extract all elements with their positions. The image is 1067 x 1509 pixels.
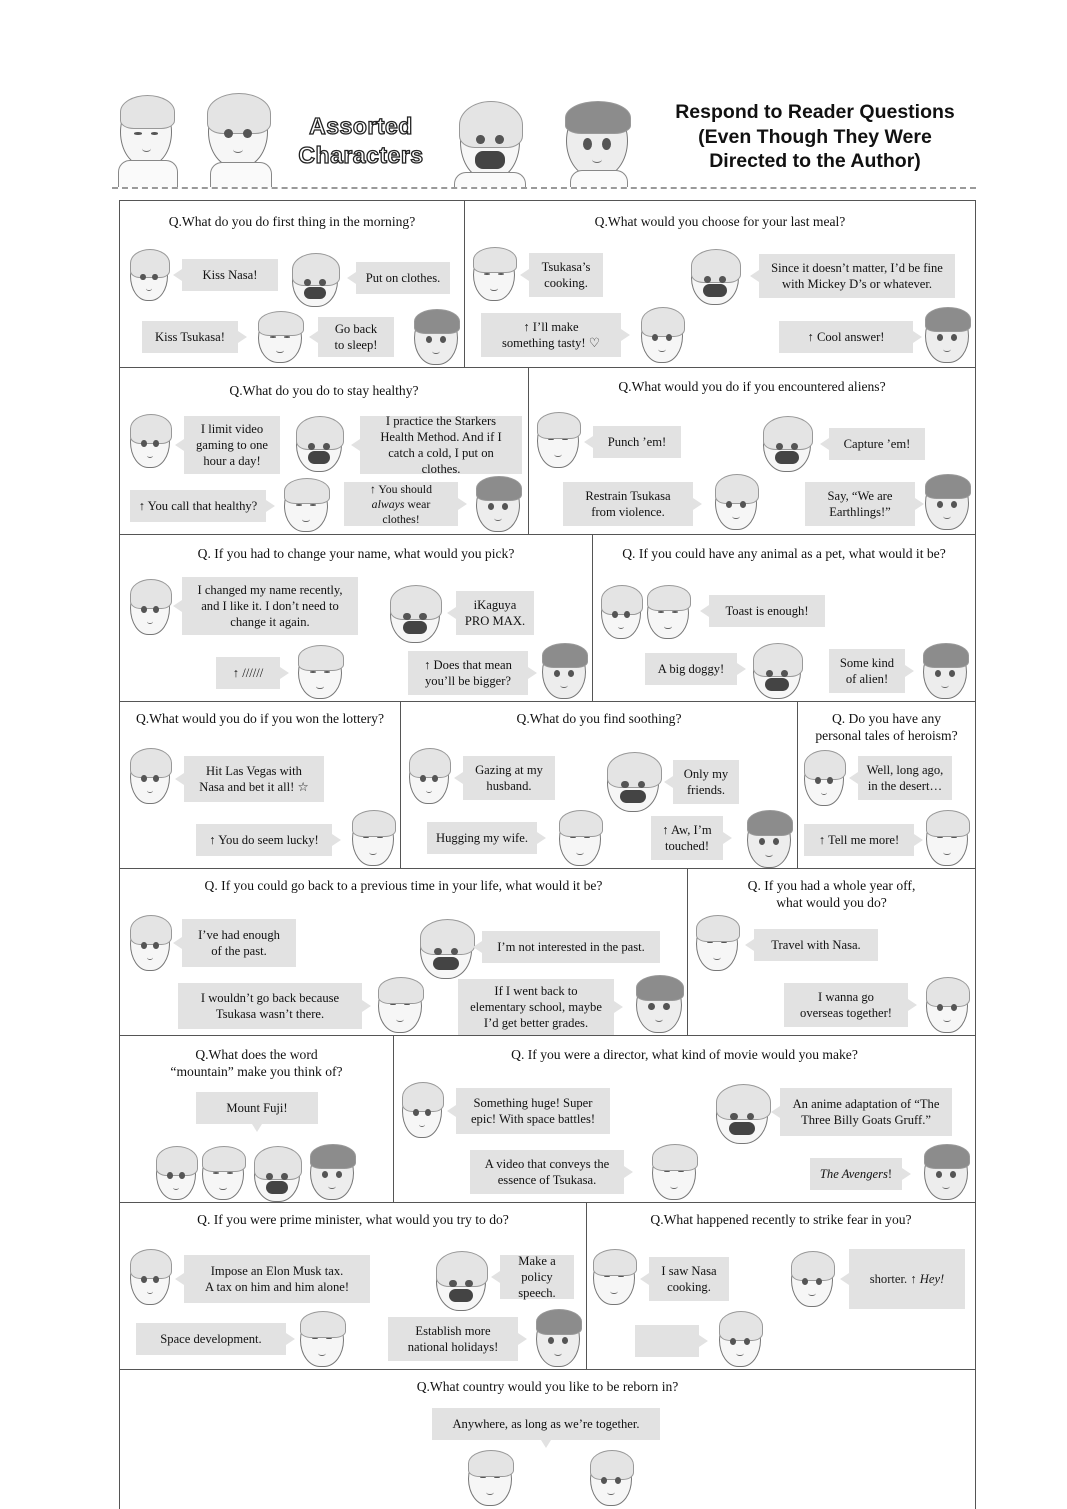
- speech-bubble: Go back to sleep!: [318, 317, 394, 357]
- speech-bubble: ↑ Cool answer!: [779, 321, 913, 353]
- qa-panel-year-off: [687, 868, 976, 1036]
- speech-bubble: Hugging my wife.: [427, 822, 537, 854]
- nasa-icon: [926, 979, 968, 1033]
- speech-bubble: Capture ’em!: [829, 428, 925, 460]
- tsukasa-icon: [284, 480, 328, 532]
- speech-bubble: Tsukasa’s cooking.: [529, 253, 603, 297]
- qa-panel-last-meal: [464, 200, 976, 368]
- nasa-icon: [156, 1148, 196, 1200]
- kaguya-icon: [420, 921, 472, 979]
- kaguya-icon: [716, 1086, 768, 1144]
- speech-bubble: [635, 1325, 699, 1357]
- nasa-icon: [791, 1253, 833, 1307]
- fear-answer-overlay: [849, 1249, 965, 1309]
- logo-line: Characters: [298, 142, 424, 168]
- speech-bubble: [344, 482, 458, 526]
- character-portrait-tsukasa: [120, 98, 172, 166]
- tsukasa-icon: [468, 1452, 512, 1506]
- speech-bubble: I limit video gaming to one hour a day!: [184, 416, 280, 474]
- question: Q.What would you choose for your last meal?: [594, 214, 846, 229]
- question: Q.What country would you like to be reborn in?: [416, 1379, 679, 1394]
- aya-icon: [414, 311, 458, 365]
- speech-bubble: Kiss Nasa!: [182, 259, 278, 291]
- qa-panel-mountain: [119, 1035, 394, 1203]
- aya-icon: [536, 1311, 580, 1367]
- speech-bubble: Say, “We are Earthlings!”: [805, 482, 915, 526]
- tsukasa-icon: [559, 812, 601, 866]
- question: Q. If you could go back to a previous time in your life, what would it be?: [204, 878, 603, 893]
- aya-icon: [747, 812, 791, 868]
- nasa-icon: [130, 416, 170, 468]
- speech-bubble: I saw Nasa cooking.: [649, 1257, 729, 1301]
- question: Q.What would you do if you won the lottery?: [135, 711, 385, 726]
- nasa-icon: [130, 750, 170, 804]
- speech-bubble: Mount Fuji!: [196, 1092, 318, 1124]
- tsukasa-icon: [352, 812, 394, 866]
- bubble-text: [870, 1271, 945, 1287]
- emphasis-text: ↑ Hey!: [910, 1272, 945, 1286]
- speech-bubble: If I went back to elementary school, maybe I’d get better grades.: [458, 979, 614, 1035]
- nasa-icon: [641, 309, 683, 363]
- qa-panel-healthy: [119, 367, 529, 535]
- question: Q. If you were prime minister, what would you try to do?: [197, 1212, 509, 1227]
- aya-icon: [310, 1146, 354, 1200]
- speech-bubble: Restrain Tsukasa from violence.: [563, 482, 693, 526]
- qa-panel-pet: [592, 534, 976, 702]
- question: Q.What happened recently to strike fear in you?: [650, 1212, 912, 1227]
- aya-icon: [925, 476, 969, 530]
- qa-panel-reborn: [119, 1369, 976, 1509]
- nasa-icon: [715, 476, 757, 530]
- question: Q.What do you do first thing in the morning?: [168, 214, 416, 229]
- aya-icon: [923, 645, 967, 699]
- speech-bubble: Since it doesn’t matter, I’d be fine with Mickey D’s or whatever.: [759, 254, 955, 298]
- speech-bubble: Make a policy speech.: [500, 1255, 574, 1299]
- kaguya-icon: [436, 1253, 486, 1311]
- question: Q.What does the word “mountain” make you think of?: [170, 1047, 343, 1079]
- tsukasa-icon: [298, 647, 342, 699]
- tsukasa-icon: [378, 979, 422, 1033]
- nasa-icon: [804, 752, 844, 806]
- nasa-icon: [130, 917, 170, 971]
- speech-bubble: Anywhere, as long as we’re together.: [432, 1408, 660, 1440]
- question: Q. If you had a whole year off, what would you do?: [747, 878, 916, 910]
- kaguya-icon: [254, 1148, 300, 1202]
- speech-bubble: An anime adaptation of “The Three Billy Goats Gruff.”: [780, 1088, 952, 1136]
- tsukasa-icon: [473, 249, 515, 301]
- qa-panel-soothing: [400, 701, 798, 869]
- speech-bubble: Hit Las Vegas with Nasa and bet it all! ☆: [184, 756, 324, 802]
- tsukasa-icon: [300, 1313, 344, 1367]
- kaguya-icon: [390, 587, 440, 643]
- character-portrait-kaguya: [460, 104, 520, 180]
- header-divider: [112, 187, 976, 189]
- aya-icon: [925, 309, 969, 363]
- tsukasa-icon: [647, 587, 689, 639]
- character-body: [118, 160, 178, 187]
- tsukasa-icon: [593, 1251, 635, 1305]
- bubble-line: [352, 497, 450, 527]
- nasa-icon: [590, 1452, 632, 1506]
- question: Q. If you were a director, what kind of movie would you make?: [511, 1047, 858, 1062]
- title-line: (Even Though They Were: [698, 125, 932, 148]
- speech-bubble: Impose an Elon Musk tax. A tax on him and him alone!: [184, 1255, 370, 1303]
- bubble-text: wear clothes!: [382, 496, 431, 526]
- nasa-icon: [719, 1313, 761, 1367]
- speech-bubble: I changed my name recently, and I like it. I don’t need to change it again.: [182, 577, 358, 635]
- answer-render: [870, 1272, 945, 1286]
- tsukasa-icon: [696, 917, 738, 971]
- question: Q.What would you do if you encountered aliens?: [618, 379, 886, 394]
- speech-bubble: Travel with Nasa.: [754, 929, 878, 961]
- speech-bubble: ↑ Tell me more!: [804, 824, 914, 856]
- character-body: [570, 170, 628, 187]
- speech-bubble: Only my friends.: [673, 760, 739, 804]
- qa-panel-director: [393, 1035, 976, 1203]
- answer-render-lead: shorter.: [869, 1272, 908, 1286]
- character-portrait-nasa: [208, 96, 268, 168]
- nasa-icon: [409, 750, 449, 804]
- tsukasa-icon: [202, 1148, 244, 1200]
- qa-panel-aliens: [528, 367, 976, 535]
- speech-bubble: I’m not interested in the past.: [482, 931, 660, 963]
- kaguya-icon: [296, 418, 342, 472]
- assorted-characters-logo: [288, 112, 434, 170]
- question: Q. Do you have any personal tales of heroism?: [815, 711, 958, 743]
- nasa-icon: [130, 1251, 170, 1305]
- qa-panel-change-name: [119, 534, 593, 702]
- speech-bubble: Put on clothes.: [356, 262, 450, 294]
- speech-bubble: Toast is enough!: [709, 595, 825, 627]
- speech-bubble: Establish more national holidays!: [388, 1317, 518, 1361]
- qa-panel-fear: [586, 1202, 976, 1370]
- aya-icon: [924, 1146, 968, 1200]
- speech-bubble: [810, 1158, 902, 1190]
- speech-bubble: I wanna go overseas together!: [784, 983, 908, 1027]
- speech-bubble: I wouldn’t go back because Tsukasa wasn’t there.: [178, 983, 362, 1029]
- nasa-icon: [601, 587, 641, 639]
- nasa-icon: [402, 1084, 442, 1138]
- kaguya-icon: [691, 251, 739, 305]
- speech-bubble: Gazing at my husband.: [463, 756, 555, 800]
- speech-bubble: ↑ I’ll make something tasty! ♡: [481, 313, 621, 357]
- character-body: [210, 162, 272, 187]
- speech-bubble: ↑ You do seem lucky!: [196, 824, 332, 856]
- page-title: [650, 100, 980, 174]
- speech-bubble: I’ve had enough of the past.: [182, 919, 296, 967]
- question: Q.What do you find soothing?: [516, 711, 682, 726]
- speech-bubble: I practice the Starkers Health Method. And if I catch a cold, I put on clothes.: [360, 416, 522, 474]
- speech-bubble: ↑ You call that healthy?: [130, 490, 266, 522]
- speech-bubble: Something huge! Super epic! With space battles!: [456, 1088, 610, 1134]
- question: Q. If you could have any animal as a pet, what would it be?: [622, 546, 946, 561]
- qa-panel-morning: [119, 200, 465, 368]
- title-line: Directed to the Author): [709, 150, 921, 172]
- speech-bubble: ↑ //////: [216, 657, 280, 689]
- speech-bubble: ↑ Does that mean you’ll be bigger?: [408, 651, 528, 695]
- speech-bubble: A video that conveys the essence of Tsukasa.: [470, 1150, 624, 1194]
- speech-bubble: Space development.: [136, 1323, 286, 1355]
- qa-panel-lottery: [119, 701, 401, 869]
- qa-panel-heroism: [797, 701, 976, 869]
- kaguya-icon: [292, 255, 338, 307]
- emphasis-text: The Avengers: [819, 1167, 888, 1181]
- tsukasa-icon: [926, 812, 968, 866]
- speech-bubble: Some kind of alien!: [829, 649, 905, 693]
- nasa-icon: [130, 251, 168, 301]
- kaguya-icon: [607, 754, 659, 812]
- question: Q.What do you do to stay healthy?: [229, 383, 419, 398]
- emphasis-text: always: [371, 496, 405, 511]
- speech-bubble: A big doggy!: [645, 653, 737, 685]
- aya-icon: [542, 645, 586, 699]
- speech-bubble: Kiss Tsukasa!: [142, 321, 238, 353]
- speech-bubble: Well, long ago, in the desert…: [858, 756, 952, 800]
- logo-line: Assorted: [309, 113, 413, 139]
- aya-icon: [476, 478, 520, 532]
- tsukasa-icon: [652, 1146, 696, 1200]
- question: Q. If you had to change your name, what would you pick?: [197, 546, 515, 561]
- kaguya-icon: [763, 418, 811, 472]
- speech-bubble: Punch ’em!: [593, 426, 681, 458]
- character-body: [454, 172, 526, 187]
- character-portrait-aya: [566, 104, 628, 178]
- tsukasa-icon: [537, 414, 579, 468]
- kaguya-icon: [753, 645, 801, 699]
- nasa-icon: [130, 581, 170, 635]
- title-line: Respond to Reader Questions: [675, 101, 955, 123]
- tsukasa-icon: [258, 313, 302, 363]
- qa-panel-prime-minister: [119, 1202, 587, 1370]
- qa-panel-go-back: [119, 868, 688, 1036]
- speech-bubble: ↑ Aw, I’m touched!: [651, 816, 723, 860]
- bubble-line: ↑ You should: [370, 481, 432, 496]
- bubble-text: !: [887, 1167, 893, 1181]
- speech-bubble: iKaguya PRO MAX.: [456, 591, 534, 635]
- aya-icon: [636, 977, 682, 1033]
